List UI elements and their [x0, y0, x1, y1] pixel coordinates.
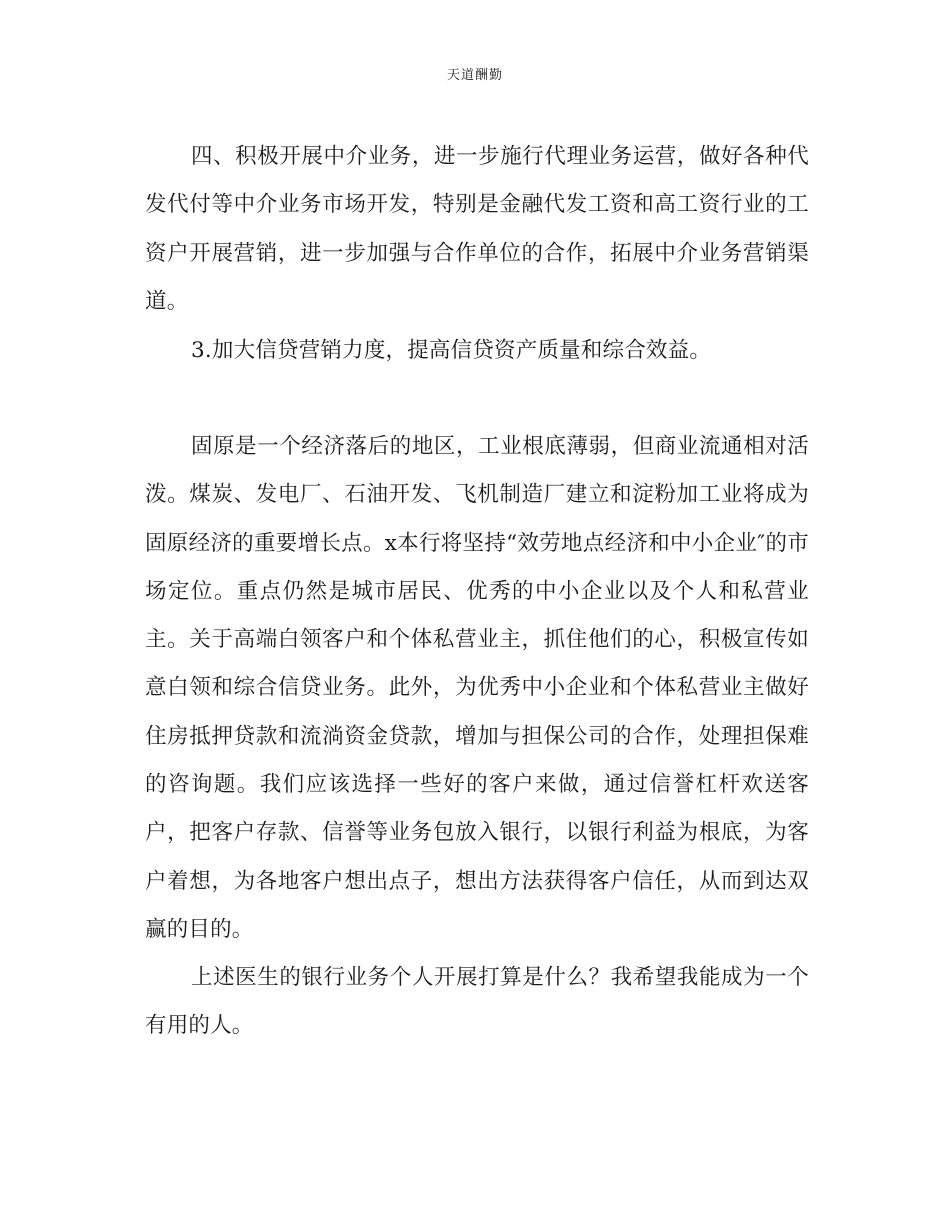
paragraph-guyuan-economy: 固原是一个经济落后的地区，工业根底薄弱，但商业流通相对活泼。煤炭、发电厂、石油开发、飞机制造厂建立和淀粉加工业将成为固原经济的重要增长点。x本行将坚持“效劳地点经济和中小企业″的市场定位。重点仍然是城市居民、优秀的中小企业以及个人和私营业主。关于高端白领客户和个体私营业主，抓住他们的心，积极宣传如意白领和综合信贷业务。此外，为优秀中小企业和个体私营业主做好住房抵押贷款和流淌资金贷款，增加与担保公司的合作，处理担保难的咨询题。我们应该选择一些好的客户来做，通过信誉杠杆欢送客户，把客户存款、信誉等业务包放入银行，以银行利益为根底，为客户着想，为各地客户想出点子，想出方法获得客户信任，从而到达双赢的目的。 — [145, 434, 809, 942]
paragraph-credit-marketing: 3.加大信贷营销力度，提高信贷资产质量和综合效益。 — [191, 338, 712, 363]
paragraph-intermediary-business: 四、积极开展中介业务，进一步施行代理业务运营，做好各种代发代付等中介业务市场开发，特别是金融代发工资和高工资行业的工资户开展营销，进一步加强与合作单位的合作，拓展中介业务营销渠道。 — [145, 144, 809, 314]
paragraph-conclusion: 上述医生的银行业务个人开展打算是什么？我希望我能成为一个有用的人。 — [145, 965, 809, 1039]
page-header: 天道酬勤 — [446, 68, 503, 83]
